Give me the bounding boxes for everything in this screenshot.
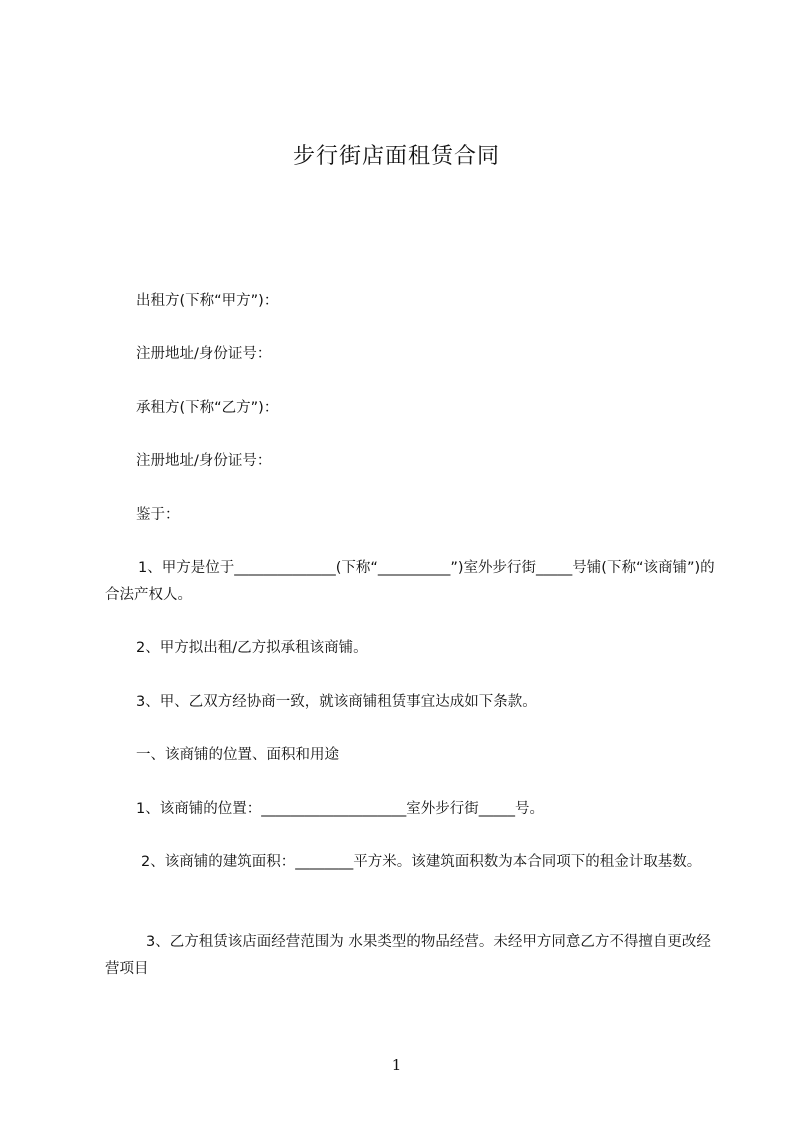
clause-3: 3、乙方租赁该店面经营范围为 水果类型的物品经营。未经甲方同意乙方不得擅自更改经营项目 bbox=[105, 934, 711, 977]
page-number: 1 bbox=[391, 1056, 402, 1074]
recital-2: 2、甲方拟出租/乙方拟承租该商铺。 bbox=[136, 640, 368, 656]
clause-1: 1、该商铺的位置：____________________室外步行街_____号。 bbox=[136, 801, 544, 817]
lessee-line: 承租方(下称“乙方”)： bbox=[136, 400, 279, 416]
whereas-line: 鉴于： bbox=[136, 507, 180, 523]
lessor-address-line: 注册地址/身份证号： bbox=[136, 346, 272, 362]
section-1-heading: 一、该商铺的位置、面积和用途 bbox=[136, 747, 339, 763]
clause-2: 2、该商铺的建筑面积：________平方米。该建筑面积数为本合同项下的租金计取基数。 bbox=[141, 854, 702, 870]
recital-3: 3、甲、乙双方经协商一致，就该商铺租赁事宜达成如下条款。 bbox=[136, 694, 537, 710]
lessor-line: 出租方(下称“甲方”)： bbox=[136, 293, 279, 309]
recital-1: 1、甲方是位于______________(下称“__________”)室外步行街_____号铺(下称“该商铺”)的合法产权人。 bbox=[105, 560, 715, 603]
lessee-address-line: 注册地址/身份证号： bbox=[136, 453, 272, 469]
document-title: 步行街店面租赁合同 bbox=[292, 144, 500, 169]
